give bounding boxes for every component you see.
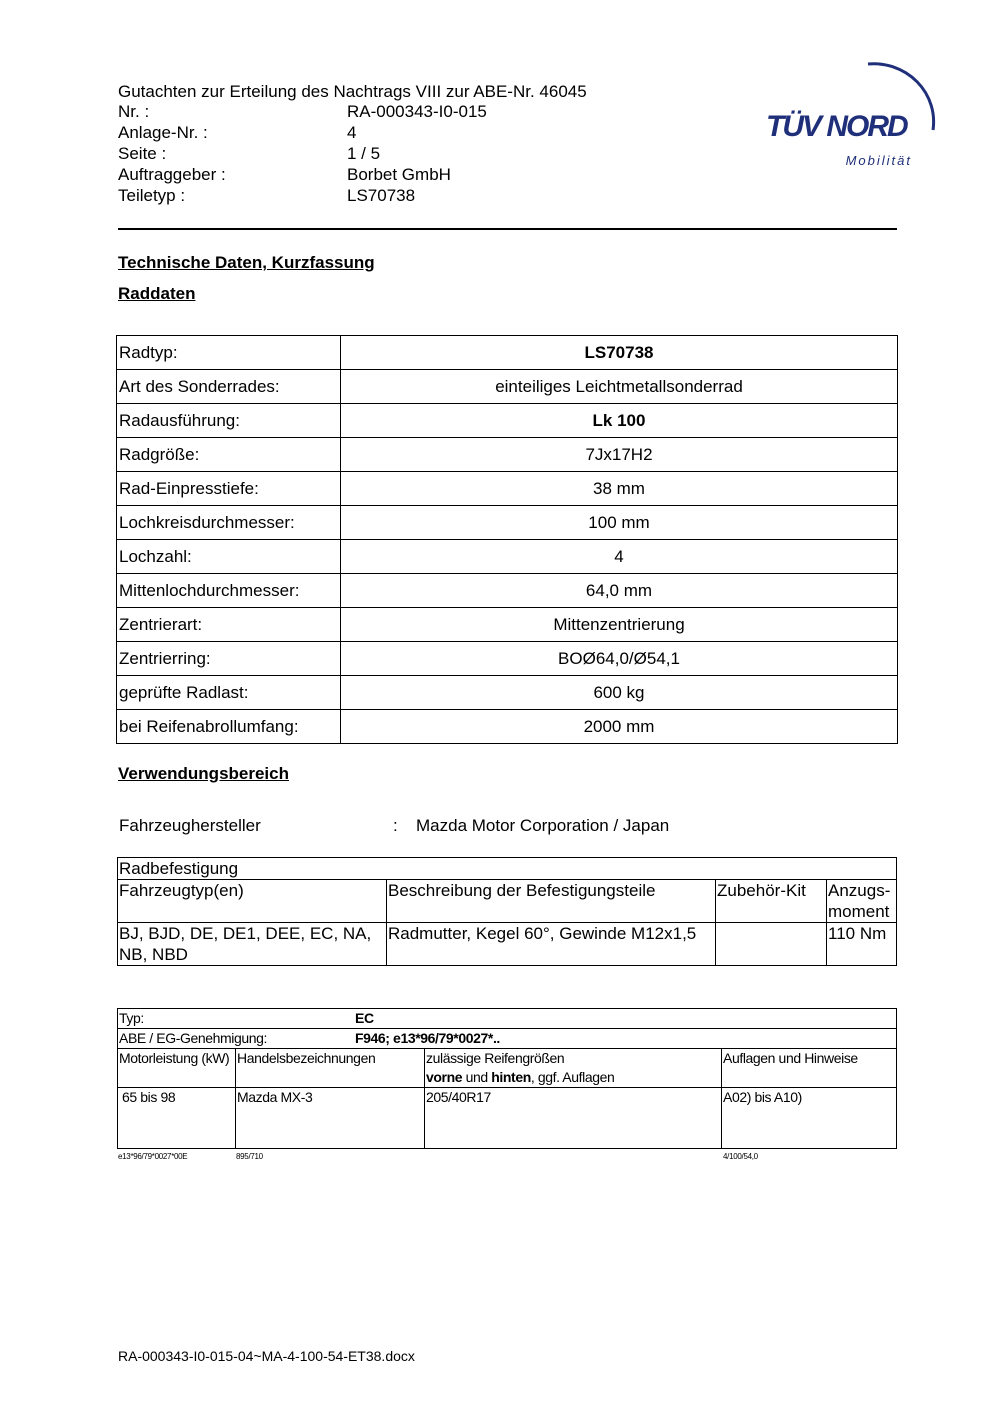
row-label: Lochkreisdurchmesser: [117, 506, 341, 540]
table-row [117, 676, 898, 710]
row-value: 38 mm [341, 472, 898, 506]
abe-label: ABE / EG-Genehmigung: [119, 1030, 268, 1046]
row-value: LS70738 [341, 336, 898, 370]
typ-value: EC [355, 1010, 374, 1026]
auflagen-cell: A02) bis A10) [722, 1088, 897, 1149]
motor-cell: 65 bis 98 [118, 1088, 236, 1149]
header-divider [118, 228, 897, 230]
tuev-nord-logo [760, 56, 945, 171]
header-label: Teiletyp : [118, 186, 186, 205]
row-label: Zentrierring: [117, 642, 341, 676]
reifen-header-rest: , ggf. Auflagen [530, 1069, 615, 1085]
column-header-reifen [425, 1049, 722, 1088]
row-label: Radtyp: [117, 336, 341, 370]
header-label: Nr. : [118, 102, 150, 121]
row-value: 64,0 mm [341, 574, 898, 608]
reifen-header-vorne: vorne [426, 1069, 463, 1085]
table-row [117, 438, 898, 472]
row-label: Art des Sonderrades: [117, 370, 341, 404]
moment-cell: 110 Nm [827, 923, 897, 966]
table-row [118, 923, 897, 966]
typ-table [117, 1008, 897, 1149]
header-label: Auftraggeber : [118, 165, 226, 184]
column-header: Handelsbezeichnungen [236, 1049, 425, 1088]
fahrzeugtypen-cell: BJ, BJD, DE, DE1, DEE, EC, NA, NB, NBD [118, 923, 387, 966]
header-value: 1 / 5 [347, 144, 381, 163]
reifen-header-hinten: hinten [491, 1069, 531, 1085]
header-value: LS70738 [347, 186, 416, 205]
radbefestigung-title: Radbefestigung [118, 858, 897, 880]
row-label: Lochzahl: [117, 540, 341, 574]
section-title-technische-daten: Technische Daten, Kurzfassung [118, 253, 375, 272]
header-label: Anlage-Nr. : [118, 123, 208, 142]
section-title-raddaten: Raddaten [118, 284, 196, 303]
table-row [117, 472, 898, 506]
table-row [118, 880, 897, 923]
row-value: 100 mm [341, 506, 898, 540]
abe-value: F946; e13*96/79*0027*.. [355, 1030, 500, 1046]
logo-tagline: Mobilität [845, 153, 912, 168]
radbefestigung-table [117, 857, 897, 966]
row-label: Radausführung: [117, 404, 341, 438]
row-value: Mittenzentrierung [341, 608, 898, 642]
row-label: bei Reifenabrollumfang: [117, 710, 341, 744]
column-header: Auflagen und Hinweise [722, 1049, 897, 1088]
header-value: Borbet GmbH [347, 165, 451, 184]
handel-cell: Mazda MX-3 [236, 1088, 425, 1149]
tiny-code: 895/710 [236, 1152, 263, 1161]
column-header: Fahrzeugtyp(en) [118, 880, 387, 923]
column-header: Zubehör-Kit [716, 880, 827, 923]
table-row [117, 710, 898, 744]
raddaten-table [116, 335, 898, 744]
typ-row [118, 1009, 897, 1029]
reifen-cell: 205/40R17 [425, 1088, 722, 1149]
table-row [117, 642, 898, 676]
tiny-code: e13*96/79*0027*00E [118, 1152, 188, 1161]
header-label: Seite : [118, 144, 167, 163]
header-value: RA-000343-I0-015 [347, 102, 487, 121]
table-row [118, 858, 897, 880]
table-row [118, 1088, 897, 1149]
abe-row [118, 1029, 897, 1049]
kit-cell [716, 923, 827, 966]
hersteller-label: Fahrzeughersteller [119, 816, 261, 835]
tiny-code: 4/100/54,0 [723, 1152, 758, 1161]
beschreibung-cell: Radmutter, Kegel 60°, Gewinde M12x1,5 [387, 923, 716, 966]
row-label: Rad-Einpresstiefe: [117, 472, 341, 506]
table-row [118, 1009, 897, 1029]
hersteller-colon: : [393, 816, 398, 835]
table-row [117, 540, 898, 574]
row-value: 7Jx17H2 [341, 438, 898, 472]
hersteller-value: Mazda Motor Corporation / Japan [416, 816, 670, 835]
reifen-header-line1: zulässige Reifengrößen [426, 1050, 565, 1066]
row-label: Zentrierart: [117, 608, 341, 642]
column-header: Beschreibung der Befestigungsteile [387, 880, 716, 923]
table-row [117, 574, 898, 608]
row-value: einteiliges Leichtmetallsonderrad [341, 370, 898, 404]
table-row [117, 336, 898, 370]
table-row [117, 404, 898, 438]
table-row [117, 608, 898, 642]
table-row [118, 1049, 897, 1088]
column-header: Anzugs-moment [827, 880, 897, 923]
header-value: 4 [347, 123, 357, 142]
row-label: Mittenlochdurchmesser: [117, 574, 341, 608]
row-value: 600 kg [341, 676, 898, 710]
table-row [118, 1029, 897, 1049]
logo-brand: TÜV NORD [766, 110, 907, 143]
row-value: BOØ64,0/Ø54,1 [341, 642, 898, 676]
row-value: Lk 100 [341, 404, 898, 438]
section-title-verwendungsbereich: Verwendungsbereich [118, 764, 289, 783]
row-value: 2000 mm [341, 710, 898, 744]
document-title: Gutachten zur Erteilung des Nachtrags VIII zur ABE-Nr. 46045 [118, 82, 587, 101]
row-label: Radgröße: [117, 438, 341, 472]
column-header: Motorleistung (kW) [118, 1049, 236, 1088]
row-value: 4 [341, 540, 898, 574]
table-row [117, 370, 898, 404]
typ-label: Typ: [119, 1010, 144, 1026]
reifen-header-und: und [462, 1069, 492, 1085]
row-label: geprüfte Radlast: [117, 676, 341, 710]
footer-filename: RA-000343-I0-015-04~MA-4-100-54-ET38.docx [118, 1348, 415, 1364]
table-row [117, 506, 898, 540]
